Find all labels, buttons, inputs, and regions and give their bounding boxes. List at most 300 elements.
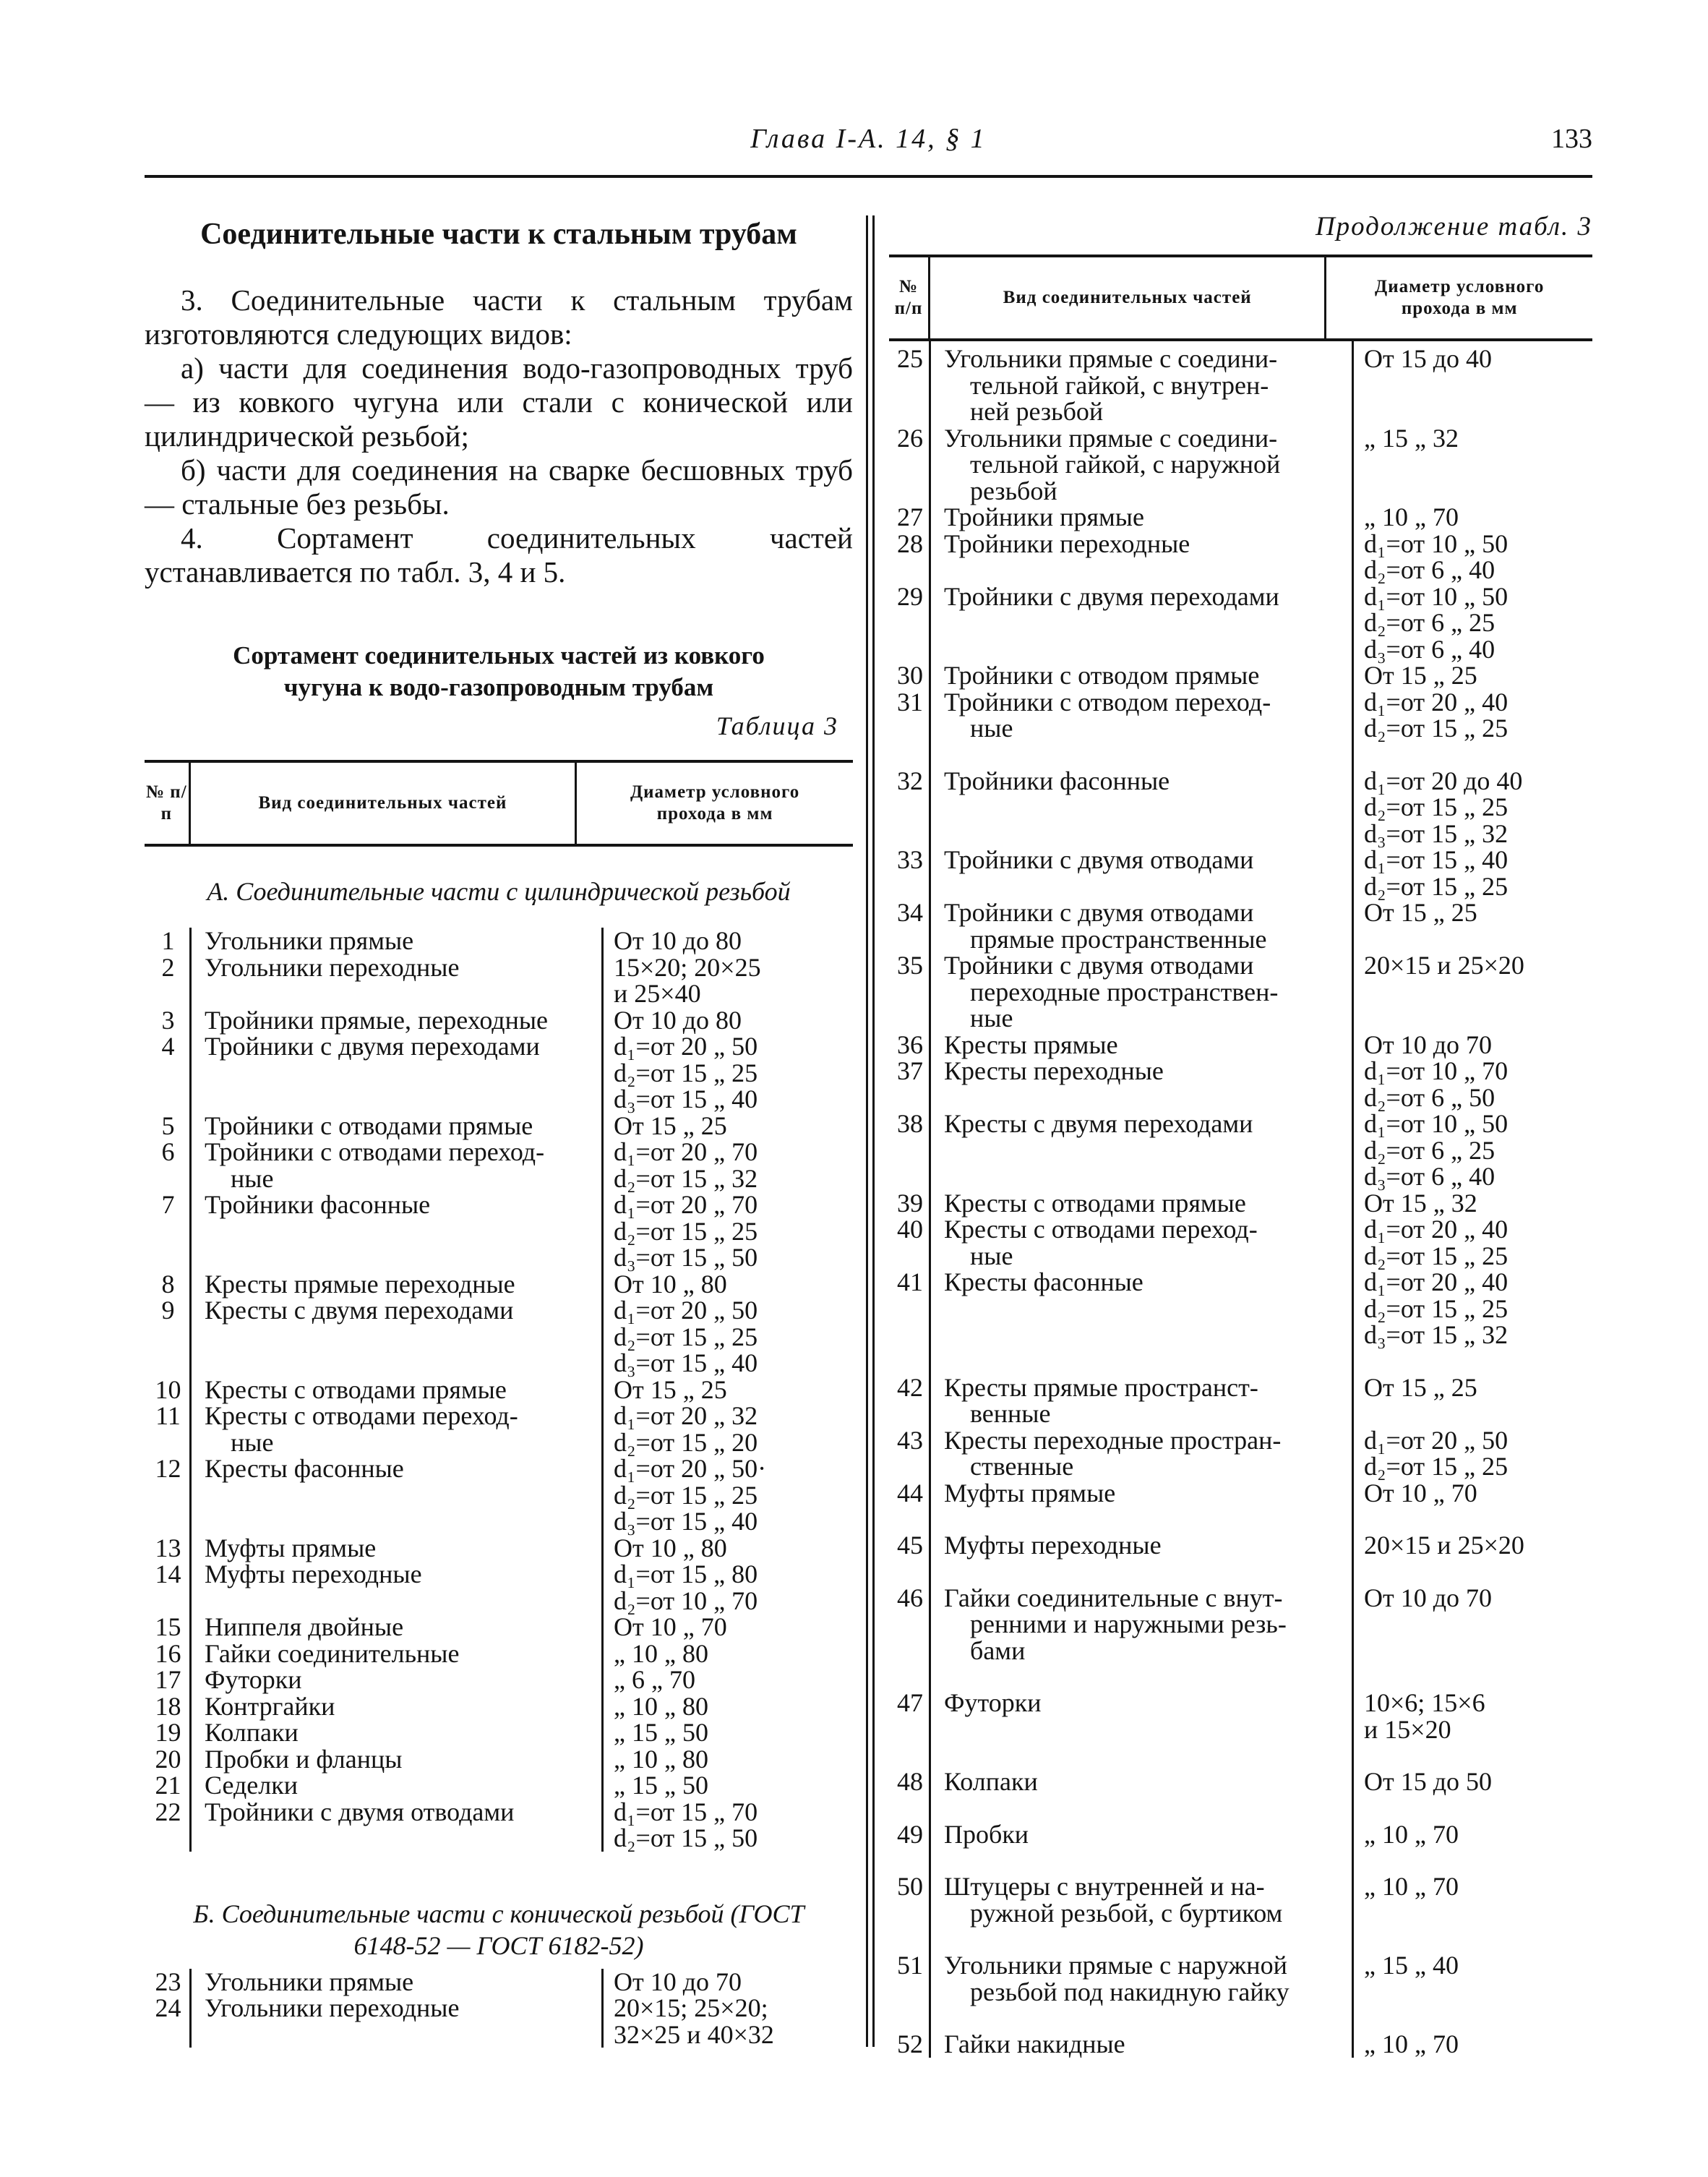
table-row xyxy=(889,1190,1592,1217)
table-row xyxy=(889,1427,1592,1480)
part-name xyxy=(931,847,1354,899)
part-name-line: венные xyxy=(970,1399,1051,1428)
table-row xyxy=(889,504,1592,531)
table-row xyxy=(889,689,1592,742)
diameter-line: d₃=от 15 „ 32 xyxy=(1364,1320,1509,1349)
paragraph: б) части для соединения на сварке бесшовных труб — стальные без резьбы. xyxy=(145,453,853,521)
header-name: Вид соединительных частей xyxy=(191,763,578,844)
diameter-line: d₂=от 15 „ 25 xyxy=(614,1322,758,1351)
part-name-line: прямые пространственные xyxy=(970,924,1267,954)
part-name-line: Угольники переходные xyxy=(205,952,460,982)
paragraph: 4. Сортамент соединительных частей устанавливается по табл. 3, 4 и 5. xyxy=(145,521,853,589)
part-name xyxy=(192,1139,604,1192)
diameter-line: d₁=от 20 „ 50· xyxy=(614,1454,767,1483)
diameter-line: d₂=от 15 „ 25 xyxy=(614,1216,758,1246)
diameter xyxy=(604,1033,853,1113)
part-name xyxy=(931,1480,1354,1507)
part-name-line: Муфты прямые xyxy=(944,1478,1116,1507)
part-name-line: Угольники прямые с соедини- xyxy=(944,344,1278,373)
part-name xyxy=(192,1403,604,1455)
diameter-line: 20×15; 25×20; xyxy=(614,1993,768,2022)
diameter-line: d₁=от 20 „ 40 xyxy=(1364,1267,1509,1296)
table-row xyxy=(889,1111,1592,1190)
part-name xyxy=(931,689,1354,742)
row-number: 21 xyxy=(155,1771,181,1800)
diameter-line: d₂=от 6 „ 50 xyxy=(1364,1082,1495,1112)
table-row xyxy=(145,1007,853,1034)
diameter xyxy=(1354,346,1592,425)
diameter-line: От 10 до 80 xyxy=(614,1005,742,1035)
part-name xyxy=(931,768,1354,847)
part-name-line: Тройники с двумя отводами xyxy=(944,898,1254,927)
row-number: 9 xyxy=(161,1296,175,1325)
diameter-line: От 10 до 70 xyxy=(1364,1030,1493,1059)
diameter-line: d₂=от 15 „ 25 xyxy=(614,1058,758,1087)
part-name-line: ные xyxy=(970,1004,1013,1032)
diameter xyxy=(1354,531,1592,583)
row-number: 41 xyxy=(897,1267,923,1296)
diameter-line: d₂=от 15 „ 25 xyxy=(1364,792,1509,821)
part-name xyxy=(192,1969,604,1996)
part-name xyxy=(192,1007,604,1034)
diameter-line: d₁=от 10 „ 50 xyxy=(1364,581,1509,611)
part-name-line: переходные пространствен- xyxy=(970,977,1279,1006)
header-diam: Диаметр условного прохода в мм xyxy=(630,782,800,824)
row-number: 45 xyxy=(897,1531,923,1560)
diameter-line: „ 10 „ 80 xyxy=(614,1744,708,1774)
diameter xyxy=(1354,1690,1592,1742)
part-name-line: Колпаки xyxy=(205,1718,299,1747)
diameter-line: „ 10 „ 70 xyxy=(1364,2030,1459,2058)
diameter xyxy=(1354,1768,1592,1795)
part-name-line: Тройники с отводами переход- xyxy=(205,1137,545,1166)
part-name-line: Контргайки xyxy=(205,1691,335,1721)
part-name xyxy=(931,1058,1354,1111)
row-number: 47 xyxy=(897,1688,923,1717)
diameter xyxy=(604,1995,853,2048)
part-name-line: Тройники с двумя отводами xyxy=(205,1797,515,1826)
part-name xyxy=(931,504,1354,531)
diameter-line: d₁=от 20 „ 32 xyxy=(614,1401,758,1430)
row-number: 40 xyxy=(897,1215,923,1244)
part-name xyxy=(931,2031,1354,2058)
part-name-line: резьбой xyxy=(970,476,1057,505)
part-name-line: тельной гайкой, с наружной xyxy=(970,450,1281,479)
table-row xyxy=(889,1585,1592,1664)
diameter-line: От 10 до 70 xyxy=(1364,1583,1493,1612)
diameter-line: d₃=от 15 „ 40 xyxy=(614,1085,758,1113)
diameter-line: d₁=от 20 „ 50 xyxy=(1364,1425,1509,1455)
part-name-line: Угольники прямые с соедини- xyxy=(944,423,1278,453)
row-number: 52 xyxy=(897,2030,923,2058)
part-name-line: Тройники с отводами прямые xyxy=(205,1111,533,1140)
row-number: 3 xyxy=(161,1005,175,1035)
table-header xyxy=(889,255,1592,341)
part-name-line: Угольники прямые xyxy=(205,926,414,955)
table-row xyxy=(145,1719,853,1746)
diameter-line: и 25×40 xyxy=(614,979,701,1008)
diameter-line: d₁=от 20 „ 70 xyxy=(614,1137,758,1166)
row-number: 35 xyxy=(897,951,923,980)
part-name-line: Футорки xyxy=(205,1665,302,1694)
diameter xyxy=(1354,1216,1592,1269)
table-row xyxy=(145,1403,853,1455)
diameter-line: d₁=от 15 „ 80 xyxy=(614,1560,758,1588)
part-name xyxy=(931,899,1354,952)
row-number: 11 xyxy=(155,1401,181,1430)
diameter-line: „ 10 „ 80 xyxy=(614,1638,708,1668)
part-name-line: Тройники прямые xyxy=(944,502,1144,531)
part-name xyxy=(192,1667,604,1693)
table-row xyxy=(145,1271,853,1298)
part-name xyxy=(192,1561,604,1614)
diameter-line: От 15 „ 32 xyxy=(1364,1188,1477,1218)
part-name-line: Тройники с отводом прямые xyxy=(944,661,1260,690)
part-name-line: Кресты с отводами прямые xyxy=(205,1374,507,1404)
row-number: 43 xyxy=(897,1425,923,1455)
table-row xyxy=(145,1638,853,1668)
part-name-line: ные xyxy=(970,714,1013,743)
table-body-a xyxy=(145,928,853,1852)
part-name xyxy=(192,1746,604,1773)
row-number: 19 xyxy=(155,1718,181,1747)
part-name xyxy=(192,1693,604,1720)
diameter xyxy=(1354,1058,1592,1111)
diameter xyxy=(604,1693,853,1720)
part-name xyxy=(931,583,1354,663)
diameter xyxy=(1354,1374,1592,1427)
table-row xyxy=(145,1374,853,1404)
diameter-line: От 10 „ 80 xyxy=(614,1269,727,1299)
diameter-line: 10×6; 15×6 xyxy=(1364,1688,1485,1717)
diameter-line: d₂=от 15 „ 20 xyxy=(614,1427,758,1457)
diameter-line: d₃=от 15 „ 50 xyxy=(614,1243,758,1272)
part-name-line: резьбой под накидную гайку xyxy=(970,1977,1289,2006)
part-name-line: Тройники фасонные xyxy=(944,766,1170,795)
part-name-line: Кресты с отводами переход- xyxy=(944,1215,1258,1244)
diameter xyxy=(1354,768,1592,847)
diameter xyxy=(1354,1873,1592,1926)
diameter-line: d₂=от 6 „ 40 xyxy=(1364,555,1495,584)
diameter-line: d₁=от 20 „ 50 xyxy=(614,1296,758,1325)
row-number: 31 xyxy=(897,687,923,717)
diameter-line: d₃=от 6 „ 40 xyxy=(1364,1162,1495,1191)
diameter xyxy=(604,1113,853,1139)
row-number: 30 xyxy=(897,661,923,690)
row-number: 37 xyxy=(897,1056,923,1085)
part-name-line: Кресты прямые переходные xyxy=(205,1269,515,1299)
part-name xyxy=(931,1190,1354,1217)
diameter-line: d₁=от 20 „ 40 xyxy=(1364,1215,1509,1244)
row-number: 23 xyxy=(155,1967,181,1996)
diameter-line: d₁=от 15 „ 70 xyxy=(614,1797,758,1826)
part-name-line: Кресты с двумя переходами xyxy=(205,1296,514,1325)
part-name xyxy=(931,1690,1354,1742)
table-row xyxy=(145,1693,853,1720)
diameter xyxy=(1354,2031,1592,2058)
table-header xyxy=(145,760,853,847)
row-number: 44 xyxy=(897,1478,923,1507)
part-name xyxy=(192,1799,604,1852)
part-name xyxy=(931,1952,1354,2005)
table-caption: Таблица 3 xyxy=(716,711,838,740)
part-name xyxy=(192,1719,604,1746)
header-rule xyxy=(145,175,1592,178)
part-name xyxy=(192,1192,604,1271)
diameter-line: d₂=от 15 „ 25 xyxy=(1364,871,1509,901)
diameter-line: От 15 „ 25 xyxy=(1364,898,1477,927)
diameter xyxy=(604,1667,853,1693)
diameter-line: d₁=от 10 „ 70 xyxy=(1364,1056,1509,1085)
part-name xyxy=(931,346,1354,425)
table-row xyxy=(889,1821,1592,1848)
group-heading-a: А. Соединительные части с цилиндрической резьбой xyxy=(207,877,791,906)
part-name-line: ные xyxy=(970,1241,1013,1270)
diameter-line: d₂=от 15 „ 32 xyxy=(614,1163,758,1193)
diameter xyxy=(1354,1032,1592,1058)
table-3-continued xyxy=(889,255,1592,2058)
row-number: 18 xyxy=(155,1691,181,1721)
diameter xyxy=(604,1139,853,1192)
diameter-line: „ 15 „ 50 xyxy=(614,1718,708,1747)
row-number: 50 xyxy=(897,1872,923,1901)
row-number: 49 xyxy=(897,1819,923,1849)
diameter-line: d₂=от 10 „ 70 xyxy=(614,1586,758,1615)
row-number: 48 xyxy=(897,1767,923,1796)
diameter-line: От 10 „ 70 xyxy=(614,1612,727,1641)
diameter xyxy=(604,1297,853,1377)
diameter-line: d₂=от 6 „ 25 xyxy=(1364,608,1495,637)
diameter-line: d₂=от 15 „ 25 xyxy=(614,1480,758,1510)
table-row xyxy=(145,1192,853,1271)
diameter xyxy=(604,1746,853,1773)
diameter-line: От 15 „ 25 xyxy=(1364,1372,1477,1402)
part-name xyxy=(931,1585,1354,1664)
part-name-line: ней резьбой xyxy=(970,397,1104,426)
table-row xyxy=(889,952,1592,1032)
row-number: 16 xyxy=(155,1638,181,1668)
diameter xyxy=(1354,1427,1592,1480)
diameter xyxy=(1354,847,1592,899)
diameter-line: d₂=от 15 „ 25 xyxy=(1364,1241,1509,1270)
part-name xyxy=(931,1532,1354,1559)
continuation-caption: Продолжение табл. 3 xyxy=(1315,212,1592,241)
table-row xyxy=(889,847,1592,899)
row-number: 22 xyxy=(155,1797,181,1826)
part-name-line: Седелки xyxy=(205,1771,298,1800)
diameter-line: d₁=от 20 „ 50 xyxy=(614,1032,758,1061)
table-row xyxy=(889,1952,1592,2005)
part-name-line: Муфты переходные xyxy=(944,1531,1162,1560)
table-body-continued xyxy=(889,341,1592,2058)
diameter-line: От 15 до 50 xyxy=(1364,1767,1493,1796)
table-row xyxy=(889,531,1592,583)
row-number: 25 xyxy=(897,344,923,373)
diameter-line: 20×15 и 25×20 xyxy=(1364,951,1524,980)
diameter-line: „ 10 „ 70 xyxy=(1364,1872,1459,1901)
part-name-line: Угольники прямые с наружной xyxy=(944,1951,1287,1980)
diameter-line: d₃=от 15 „ 40 xyxy=(614,1507,758,1536)
part-name-line: Кресты с двумя переходами xyxy=(944,1109,1253,1138)
table-row xyxy=(889,899,1592,952)
part-name-line: Ниппеля двойные xyxy=(205,1612,404,1641)
paragraph: а) части для соединения водо-газопроводных труб — из ковкого чугуна или стали с конической или цилиндрической резьбой; xyxy=(145,351,853,453)
group-heading-b: Б. Соединительные части с конической резьбой (ГОСТ 6148-52 — ГОСТ 6182-52) xyxy=(193,1899,804,1960)
row-number: 6 xyxy=(161,1137,175,1166)
row-number: 33 xyxy=(897,845,923,874)
diameter xyxy=(1354,1269,1592,1348)
header-num: № п/п xyxy=(889,257,930,338)
diameter-line: От 10 „ 80 xyxy=(614,1533,727,1562)
column-rule xyxy=(601,1969,604,2048)
table-row xyxy=(145,1746,853,1773)
table-row xyxy=(145,1033,853,1113)
row-number: 12 xyxy=(155,1454,181,1483)
part-name xyxy=(192,1271,604,1298)
diameter-line: От 10 „ 70 xyxy=(1364,1478,1477,1507)
part-name-line: Кресты с отводами переход- xyxy=(205,1401,518,1430)
diameter xyxy=(604,1374,853,1404)
table-row xyxy=(145,1667,853,1693)
part-name xyxy=(931,1269,1354,1348)
diameter-line: От 15 „ 25 xyxy=(614,1111,727,1140)
part-name xyxy=(192,954,604,1007)
part-name-line: тельной гайкой, с внутрен- xyxy=(970,370,1269,400)
part-name-line: ственные xyxy=(970,1452,1074,1481)
row-number: 32 xyxy=(897,766,923,795)
diameter-line: d₃=от 6 „ 40 xyxy=(1364,634,1495,664)
diameter-line: d₁=от 10 „ 50 xyxy=(1364,529,1509,558)
diameter xyxy=(1354,899,1592,952)
paragraph: 3. Соединительные части к стальным трубам изготовляются следующих видов: xyxy=(145,283,853,351)
table-row xyxy=(889,1216,1592,1269)
part-name xyxy=(931,952,1354,1032)
diameter xyxy=(1354,689,1592,742)
part-name-line: Угольники переходные xyxy=(205,1993,460,2022)
diameter-line: „ 6 „ 70 xyxy=(614,1665,695,1694)
part-name xyxy=(931,1768,1354,1795)
part-name-line: Кресты с отводами прямые xyxy=(944,1188,1246,1218)
part-name-line: Тройники прямые, переходные xyxy=(205,1005,549,1035)
row-number: 38 xyxy=(897,1109,923,1138)
row-number: 1 xyxy=(161,926,175,955)
table-row xyxy=(889,1269,1592,1348)
row-number: 17 xyxy=(155,1665,181,1694)
diameter xyxy=(604,954,853,1007)
row-number: 7 xyxy=(161,1190,175,1219)
column-divider xyxy=(866,215,875,2047)
part-name xyxy=(931,1427,1354,1480)
table-row xyxy=(889,346,1592,425)
diameter xyxy=(1354,952,1592,1032)
diameter-line: d₃=от 15 „ 32 xyxy=(1364,818,1509,848)
diameter-line: „ 15 „ 40 xyxy=(1364,1951,1459,1980)
row-number: 4 xyxy=(161,1032,175,1061)
diameter-line: d₂=от 6 „ 25 xyxy=(1364,1135,1495,1165)
part-name-line: Муфты переходные xyxy=(205,1560,422,1588)
diameter xyxy=(1354,1190,1592,1217)
part-name-line: Угольники прямые xyxy=(205,1967,414,1996)
diameter-line: „ 10 „ 80 xyxy=(614,1691,708,1721)
part-name xyxy=(192,1374,604,1404)
diameter xyxy=(1354,1585,1592,1664)
table-row xyxy=(889,1690,1592,1742)
part-name xyxy=(931,425,1354,505)
header-diam: Диаметр условного прохода в мм xyxy=(1375,277,1545,318)
table-title: Сортамент соединительных частей из ковкого чугуна к водо-газопроводным трубам xyxy=(233,641,765,701)
diameter xyxy=(604,1772,853,1799)
diameter-line: d₁=от 10 „ 50 xyxy=(1364,1109,1509,1138)
part-name-line: Тройники с двумя отводами xyxy=(944,951,1254,980)
part-name-line: Штуцеры с внутренней и на- xyxy=(944,1872,1265,1901)
part-name-line: Гайки соединительные xyxy=(205,1638,460,1668)
part-name-line: Пробки и фланцы xyxy=(205,1744,403,1774)
part-name xyxy=(192,1297,604,1377)
diameter xyxy=(1354,1111,1592,1190)
part-name-line: Колпаки xyxy=(944,1767,1038,1796)
diameter-line: „ 10 „ 70 xyxy=(1364,502,1459,531)
row-number: 27 xyxy=(897,502,923,531)
diameter xyxy=(604,1638,853,1668)
table-row xyxy=(145,928,853,954)
row-number: 29 xyxy=(897,581,923,611)
part-name-line: Футорки xyxy=(944,1688,1042,1717)
row-number: 34 xyxy=(897,898,923,927)
diameter-line: „ 15 „ 50 xyxy=(614,1771,708,1800)
diameter-line: От 15 до 40 xyxy=(1364,344,1493,373)
part-name-line: Тройники с двумя отводами xyxy=(944,845,1254,874)
table-row xyxy=(889,1768,1592,1795)
part-name xyxy=(192,1535,604,1562)
diameter-line: От 10 до 80 xyxy=(614,926,742,955)
diameter xyxy=(1354,662,1592,689)
diameter-line: и 15×20 xyxy=(1364,1714,1451,1744)
diameter xyxy=(1354,1821,1592,1848)
row-number: 5 xyxy=(161,1111,175,1140)
diameter xyxy=(604,1007,853,1034)
diameter-line: d₂=от 15 „ 25 xyxy=(1364,1293,1509,1323)
diameter-line: d₂=от 15 „ 50 xyxy=(614,1823,758,1852)
diameter-line: d₁=от 15 „ 40 xyxy=(1364,845,1509,874)
row-number: 26 xyxy=(897,423,923,453)
diameter-line: „ 15 „ 32 xyxy=(1364,423,1459,453)
part-name xyxy=(192,1772,604,1799)
column-rule xyxy=(189,928,192,1852)
header-num: № п/п xyxy=(145,763,191,844)
part-name-line: ренними и наружными резь- xyxy=(970,1609,1287,1638)
table-row xyxy=(145,1561,853,1614)
part-name-line: ные xyxy=(231,1427,274,1457)
part-name-line: Тройники с двумя переходами xyxy=(944,581,1279,611)
part-name xyxy=(192,1638,604,1668)
part-name-line: ные xyxy=(231,1163,274,1193)
diameter-line: 32×25 и 40×32 xyxy=(614,2019,774,2049)
diameter-line: d₁=от 20 до 40 xyxy=(1364,766,1523,795)
table-row xyxy=(889,425,1592,505)
part-name xyxy=(931,1873,1354,1926)
left-column xyxy=(145,217,853,2048)
part-name xyxy=(931,1032,1354,1058)
column-rule xyxy=(189,1969,192,2048)
diameter-line: 15×20; 20×25 xyxy=(614,952,761,982)
diameter xyxy=(604,1535,853,1562)
diameter-line: d₂=от 15 „ 25 xyxy=(1364,714,1509,743)
row-number: 15 xyxy=(155,1612,181,1641)
part-name xyxy=(192,1033,604,1113)
part-name-line: Кресты переходные xyxy=(944,1056,1164,1085)
diameter xyxy=(604,1561,853,1614)
diameter-line: d₁=от 20 „ 70 xyxy=(614,1190,758,1219)
